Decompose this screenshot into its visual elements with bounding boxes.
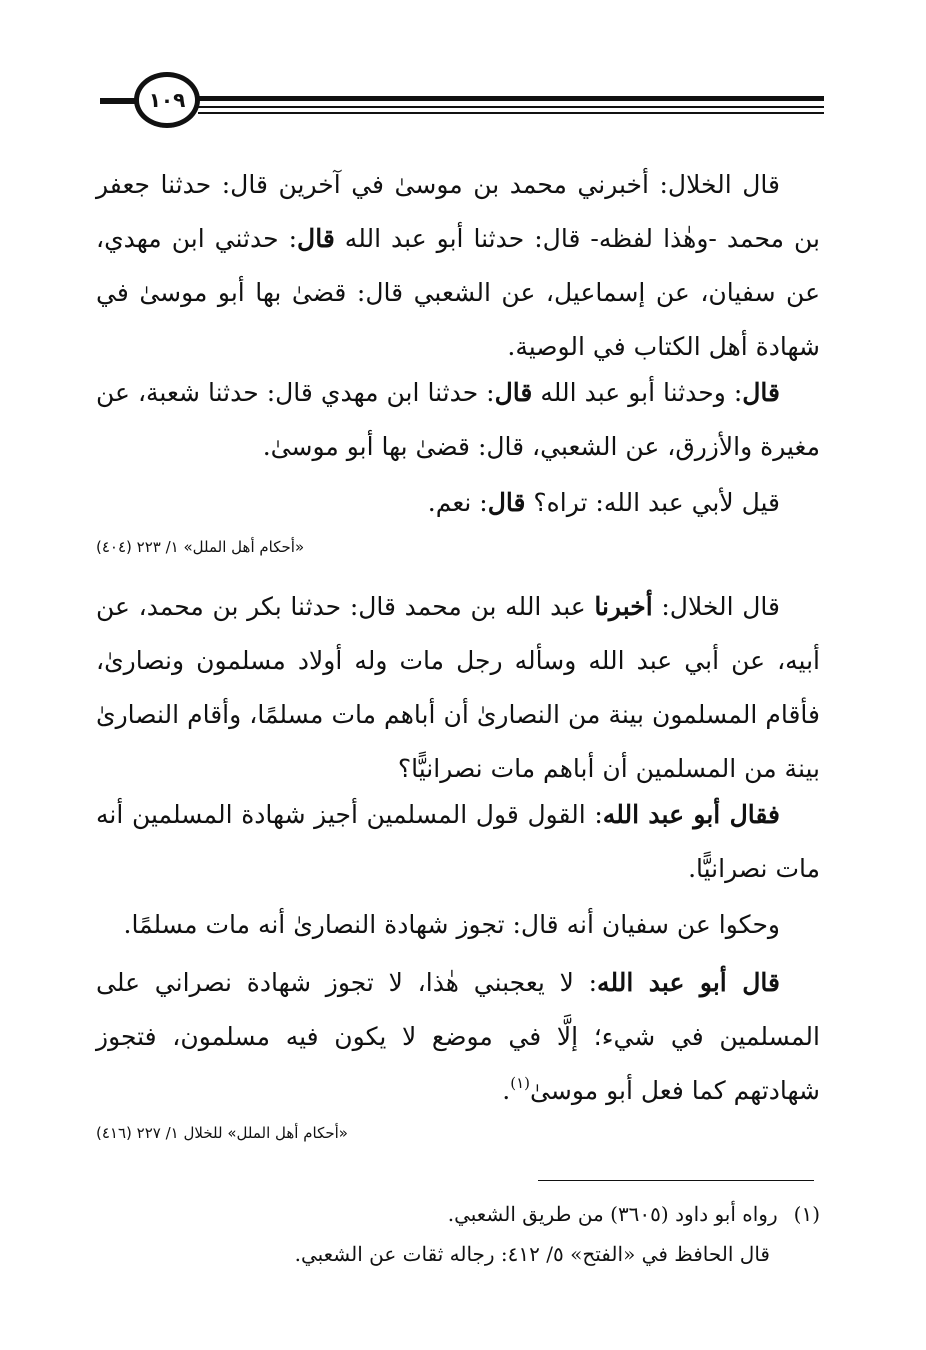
citation-1: «أحكام أهل الملل» ١/ ٢٢٣ (٤٠٤) — [96, 538, 305, 556]
paragraph-1 — [96, 158, 820, 374]
paragraph-segment: : القول قول المسلمين أجيز شهادة المسلمين أنه مات نصرانيًّا. — [96, 800, 820, 883]
footnote-1-continuation — [70, 1239, 770, 1269]
paragraph-segment: : لا يعجبني هٰذا، لا تجوز شهادة نصراني على المسلمين في شيء؛ إلَّا في موضع لا يكون فيه مسلمون، فتجوز شهادتهم كما فعل أبو موسىٰ — [96, 968, 820, 1105]
paragraph-7-text — [96, 968, 820, 1105]
header-rule-thick — [198, 96, 824, 101]
paragraph-segment: عبد الله بن محمد قال: حدثنا بكر بن محمد، عن أبيه، عن أبي عبد الله وسأله رجل مات وله أولاد مسلمون ونصارىٰ، فأقام المسلمون بينة من النصارىٰ أن أباهم مات مسلمًا، وأقام النصارىٰ بينة من المسلمين أن أباهم مات نصرانيًّا؟ — [96, 592, 820, 783]
paragraph-segment: : حدثنا ابن مهدي قال: حدثنا شعبة، عن مغيرة والأزرق، عن الشعبي، قال: قضىٰ بها أبو موسىٰ. — [96, 378, 820, 461]
page-number: ١٠٩ — [148, 88, 186, 112]
footnote-text: رواه أبو داود (٣٦٠٥) من طريق الشعبي. — [447, 1202, 778, 1226]
paragraph-3 — [96, 476, 820, 530]
paragraph-segment: : حدثني ابن مهدي، عن سفيان، عن إسماعيل، عن الشعبي قال: قضىٰ بها أبو موسىٰ في شهادة أهل الكتاب في الوصية. — [96, 224, 820, 361]
paragraph-segment: : وحدثنا أبو عبد الله — [532, 378, 743, 407]
paragraph-segment-bold: قال — [494, 378, 533, 407]
footnote-separator — [538, 1180, 814, 1181]
paragraph-segment-bold: قال — [742, 378, 780, 407]
paragraph-segment: : نعم. — [427, 488, 488, 517]
header-rule-thin-lower — [198, 112, 824, 114]
paragraph-6-text — [124, 910, 820, 939]
paragraph-segment: قيل لأبي عبد الله: تراه؟ — [525, 488, 780, 517]
footnote-text: قال الحافظ في «الفتح» ٥/ ٤١٢: رجاله ثقات عن الشعبي. — [294, 1242, 770, 1266]
paragraph-4 — [96, 580, 820, 796]
page-number-badge — [134, 72, 200, 128]
paragraph-segment-bold: قال — [297, 224, 335, 253]
paragraph-segment: قال الخلال: — [652, 592, 780, 621]
paragraph-2-text — [96, 378, 820, 461]
footnote-1 — [120, 1199, 820, 1229]
paragraph-5-text — [96, 800, 820, 883]
footnote-reference[interactable]: (١) — [510, 1074, 531, 1092]
paragraph-segment: وحكوا عن سفيان أنه قال: تجوز شهادة النصارىٰ أنه مات مسلمًا. — [123, 910, 780, 939]
paragraph-1-text — [96, 170, 820, 361]
paragraph-5 — [96, 788, 820, 896]
paragraph-7 — [96, 956, 820, 1118]
paragraph-3-text — [428, 488, 820, 517]
paragraph-segment-bold: أخبرنا — [594, 592, 653, 621]
paragraph-segment: . — [502, 1076, 511, 1105]
paragraph-2 — [96, 366, 820, 474]
paragraph-segment-bold: قال — [487, 488, 526, 517]
paragraph-segment: قال الخلال: أخبرني محمد بن موسىٰ في آخرين قال: حدثنا جعفر بن محمد -وهٰذا لفظه- قال: حدثنا أبو عبد الله — [96, 170, 820, 253]
paragraph-segment-bold: قال أبو عبد الله — [597, 968, 780, 997]
header-rule-thin — [198, 106, 824, 108]
paragraph-4-text — [96, 592, 820, 783]
paragraph-6 — [96, 898, 820, 952]
footnote-number: (١) — [793, 1202, 820, 1226]
paragraph-segment-bold: فقال أبو عبد الله — [602, 800, 780, 829]
citation-2: «أحكام أهل الملل» للخلال ١/ ٢٢٧ (٤١٦) — [96, 1124, 348, 1142]
